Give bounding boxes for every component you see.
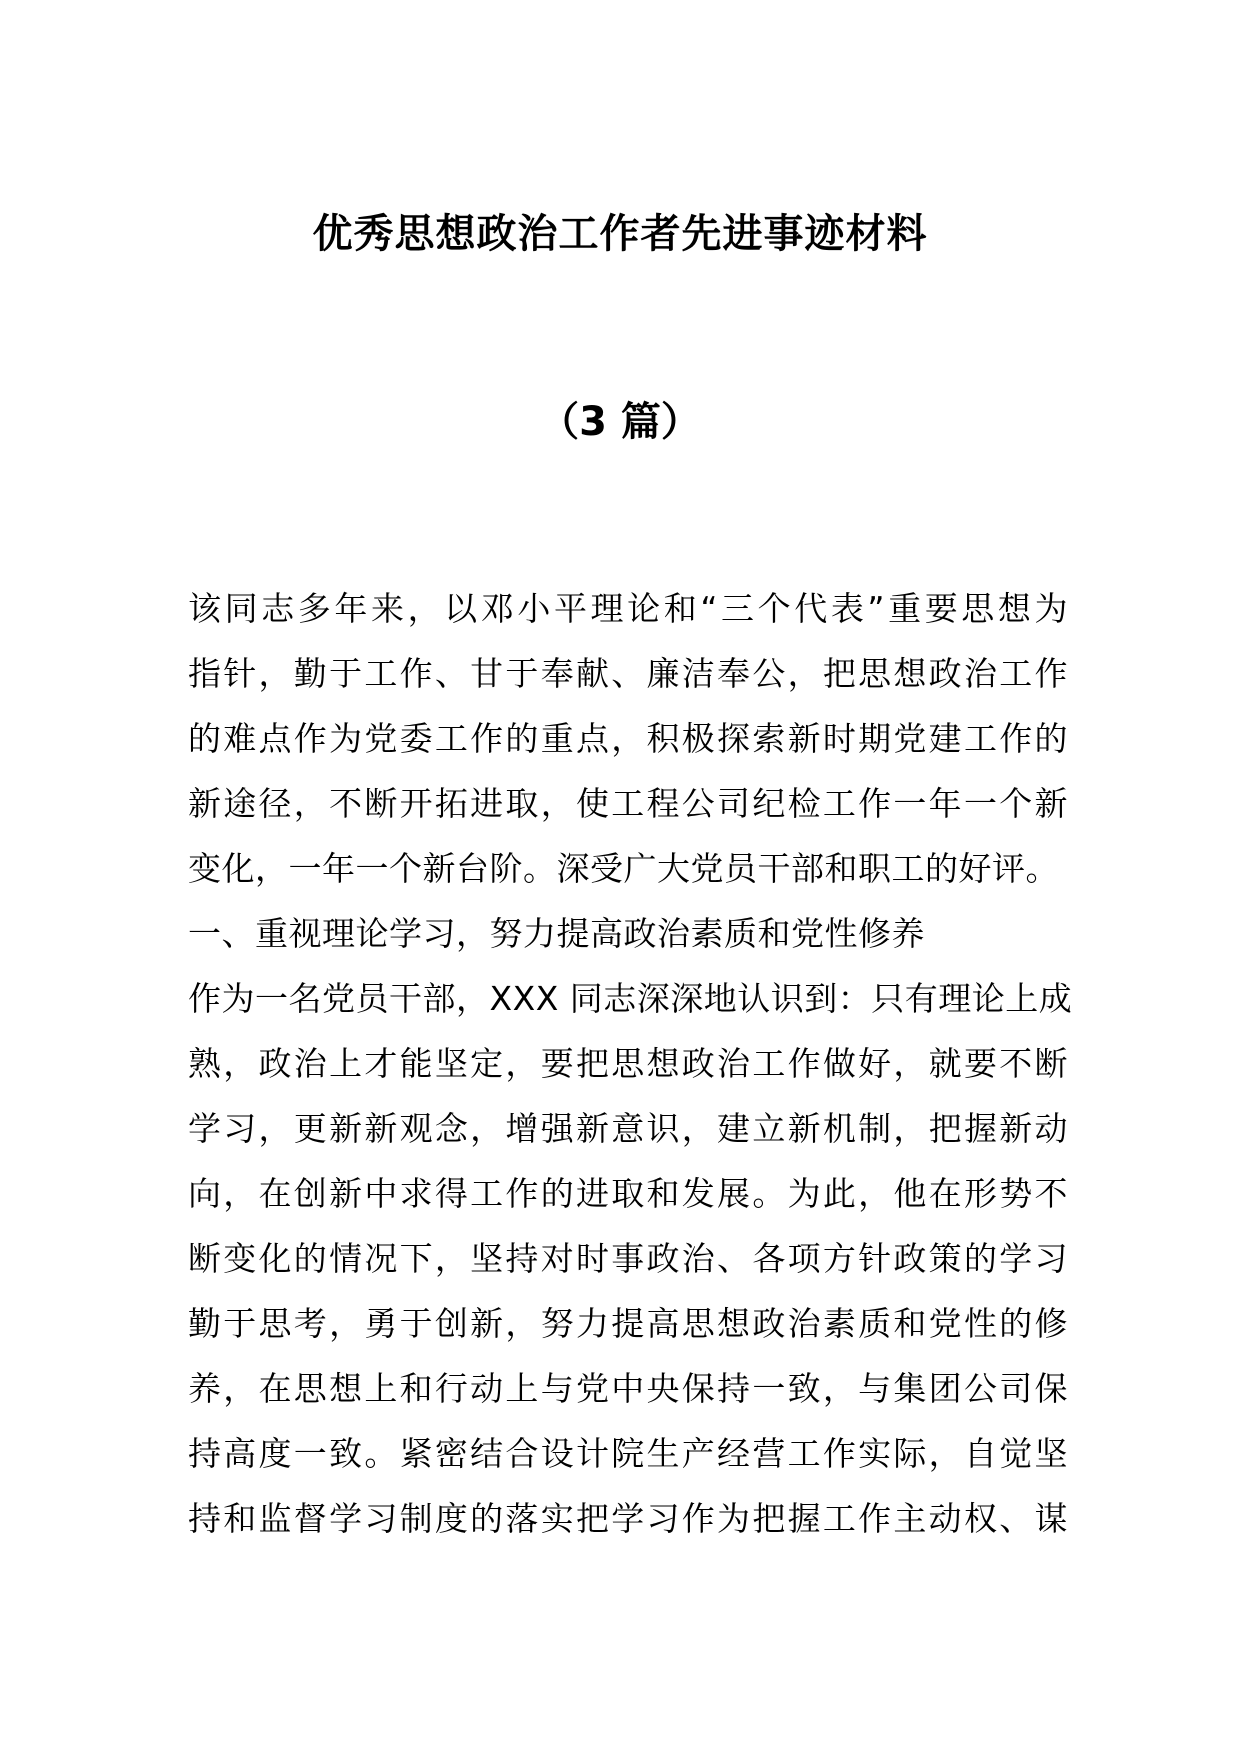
body-line: 向，在创新中求得工作的进取和发展。为此，他在形势不 [188,1174,1068,1213]
section-heading: 一、重视理论学习，努力提高政治素质和党性修养 [188,914,925,953]
body-line: 断变化的情况下，坚持对时事政治、各项方针政策的学习 [188,1239,1068,1278]
body-line: 该同志多年来，以邓小平理论和“三个代表”重要思想为 [188,589,1068,628]
document-subtitle: （3 篇） [539,399,701,445]
document-title: 优秀思想政治工作者先进事迹材料 [312,211,928,257]
body-line: 持高度一致。紧密结合设计院生产经营工作实际，自觉坚 [188,1434,1068,1473]
body-line: 养，在思想上和行动上与党中央保持一致，与集团公司保 [188,1369,1068,1408]
body-line: 变化，一年一个新台阶。深受广大党员干部和职工的好评。 [188,849,1059,888]
body-line: 的难点作为党委工作的重点，积极探索新时期党建工作的 [188,719,1068,758]
body-line: 熟，政治上才能坚定，要把思想政治工作做好，就要不断 [188,1044,1068,1083]
body-line: 勤于思考，勇于创新，努力提高思想政治素质和党性的修 [188,1304,1068,1343]
body-line: 作为一名党员干部，XXX 同志深深地认识到：只有理论上成 [188,979,1073,1018]
body-line: 学习，更新新观念，增强新意识，建立新机制，把握新动 [188,1109,1068,1148]
body-line: 新途径，不断开拓进取，使工程公司纪检工作一年一个新 [188,784,1068,823]
body-line: 持和监督学习制度的落实把学习作为把握工作主动权、谋 [188,1499,1068,1538]
document-body [188,576,1073,1551]
body-line: 指针，勤于工作、甘于奉献、廉洁奉公，把思想政治工作 [188,654,1068,693]
